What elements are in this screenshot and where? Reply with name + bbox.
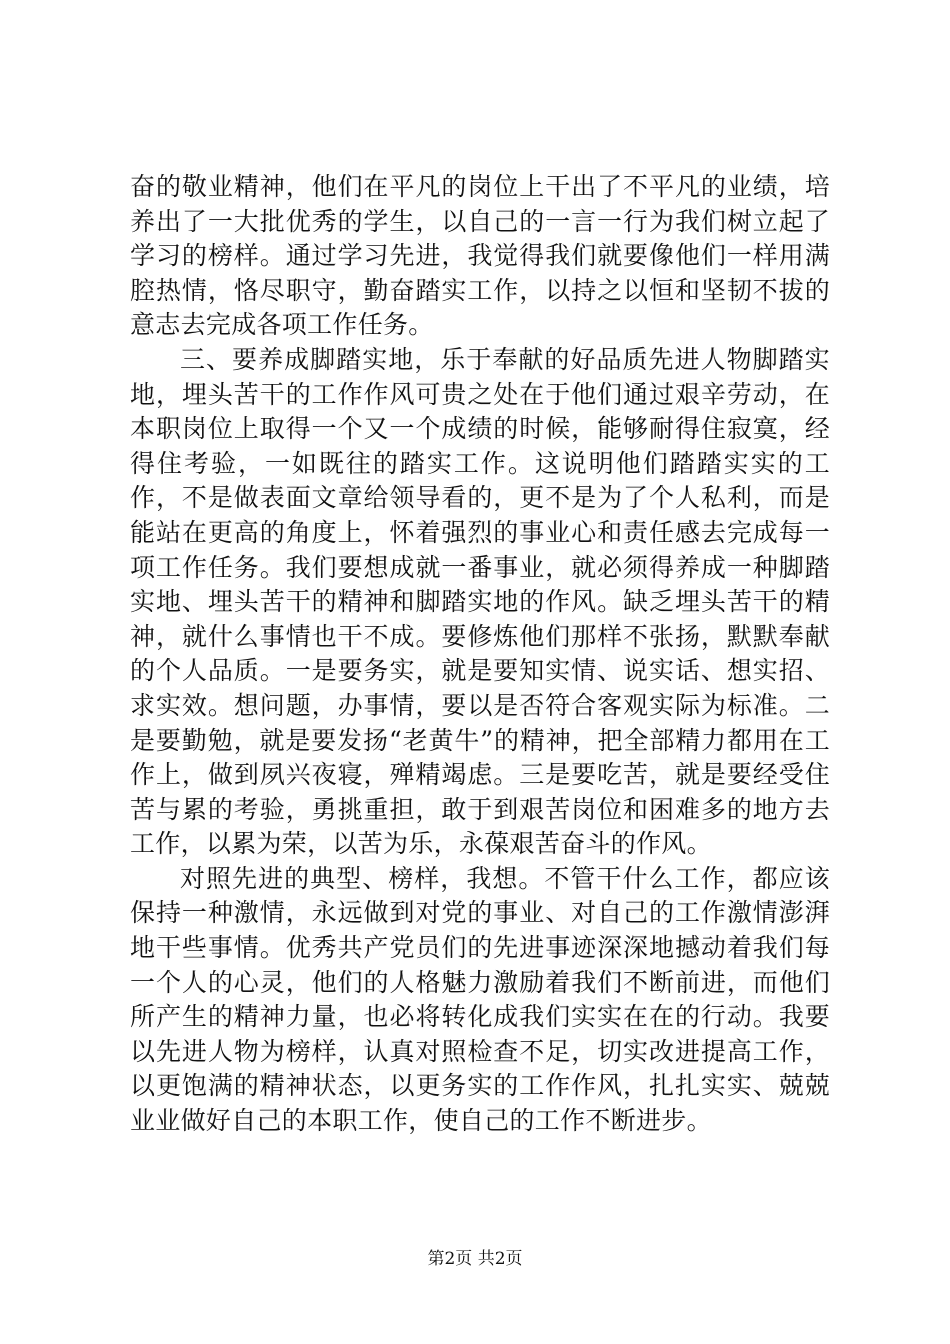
document-body xyxy=(130,170,830,1139)
page-footer: 第2页 共2页 xyxy=(427,1249,523,1269)
paragraph-2: 三、要养成脚踏实地，乐于奉献的好品质先进人物脚踏实地，埋头苦干的工作作风可贵之处在于他们通过艰辛劳动，在本职岗位上取得一个又一个成绩的时候，能够耐得住寂寞，经得住考验，一如既往的踏实工作。这说明他们踏踏实实的工作，不是做表面文章给领导看的，更不是为了个人私利，而是能站在更高的角度上，怀着强烈的事业心和责任感去完成每一项工作任务。我们要想成就一番事业，就必须得养成一种脚踏实地、埋头苦干的精神和脚踏实地的作风。缺乏埋头苦干的精神，就什么事情也干不成。要修炼他们那样不张扬，默默奉献的个人品质。一是要务实，就是要知实情、说实话、想实招、求实效。想问题，办事情，要以是否符合客观实际为标准。二是要勤勉，就是要发扬“老黄牛”的精神，把全部精力都用在工作上，做到夙兴夜寝，殚精竭虑。三是要吃苦，就是要经受住苦与累的考验，勇挑重担，敢于到艰苦岗位和困难多的地方去工作，以累为荣，以苦为乐，永葆艰苦奋斗的作风。 xyxy=(130,344,830,859)
paragraph-3: 对照先进的典型、榜样，我想。不管干什么工作，都应该保持一种激情，永远做到对党的事业、对自己的工作激情澎湃地干些事情。优秀共产党员们的先进事迹深深地撼动着我们每一个人的心灵，他们的人格魅力激励着我们不断前进，而他们所产生的精神力量，也必将转化成我们实实在在的行动。我要以先进人物为榜样，认真对照检查不足，切实改进提高工作，以更饱满的精神状态，以更务实的工作作风，扎扎实实、兢兢业业做好自己的本职工作，使自己的工作不断进步。 xyxy=(130,863,830,1136)
paragraph-1: 奋的敬业精神，他们在平凡的岗位上干出了不平凡的业绩，培养出了一大批优秀的学生，以自己的一言一行为我们树立起了学习的榜样。通过学习先进，我觉得我们就要像他们一样用满腔热情，恪尽职守，勤奋踏实工作，以持之以恒和坚韧不拔的意志去完成各项工作任务。 xyxy=(130,172,830,340)
